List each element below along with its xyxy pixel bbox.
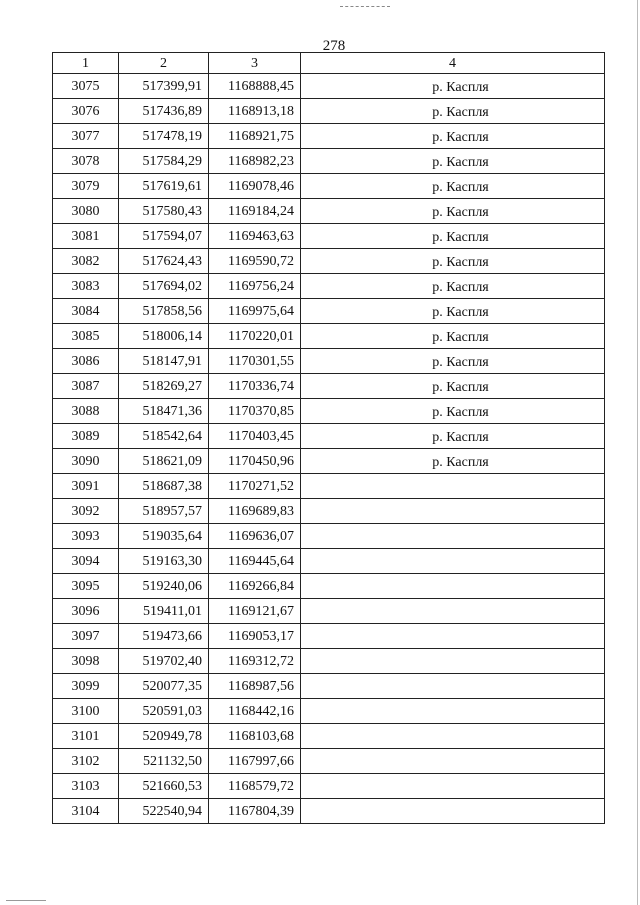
point-number-cell: 3097 — [53, 624, 119, 649]
table-row — [53, 449, 605, 474]
y-coordinate-cell: 1169184,24 — [209, 199, 301, 224]
table-row — [53, 374, 605, 399]
y-coordinate-cell: 1169463,63 — [209, 224, 301, 249]
table-row — [53, 74, 605, 99]
x-coordinate-cell: 517594,07 — [119, 224, 209, 249]
x-coordinate-cell: 522540,94 — [119, 799, 209, 824]
description-cell: р. Каспля — [301, 274, 605, 299]
table-header — [53, 53, 605, 74]
description-cell — [301, 674, 605, 699]
x-coordinate-cell: 518147,91 — [119, 349, 209, 374]
table-row — [53, 399, 605, 424]
y-coordinate-cell: 1170301,55 — [209, 349, 301, 374]
table-row — [53, 724, 605, 749]
y-coordinate-cell: 1169636,07 — [209, 524, 301, 549]
x-coordinate-cell: 517399,91 — [119, 74, 209, 99]
y-coordinate-cell: 1169590,72 — [209, 249, 301, 274]
description-cell — [301, 649, 605, 674]
description-cell — [301, 474, 605, 499]
x-coordinate-cell: 517478,19 — [119, 124, 209, 149]
x-coordinate-cell: 521132,50 — [119, 749, 209, 774]
description-cell: р. Каспля — [301, 349, 605, 374]
description-cell: р. Каспля — [301, 424, 605, 449]
y-coordinate-cell: 1167804,39 — [209, 799, 301, 824]
x-coordinate-cell: 520949,78 — [119, 724, 209, 749]
table-row — [53, 324, 605, 349]
x-coordinate-cell: 519240,06 — [119, 574, 209, 599]
point-number-cell: 3087 — [53, 374, 119, 399]
point-number-cell: 3085 — [53, 324, 119, 349]
point-number-cell: 3100 — [53, 699, 119, 724]
description-cell — [301, 499, 605, 524]
x-coordinate-cell: 517858,56 — [119, 299, 209, 324]
y-coordinate-cell: 1168982,23 — [209, 149, 301, 174]
column-header: 1 — [53, 53, 119, 74]
y-coordinate-cell: 1169445,64 — [209, 549, 301, 574]
table-row — [53, 574, 605, 599]
table-row — [53, 99, 605, 124]
point-number-cell: 3104 — [53, 799, 119, 824]
y-coordinate-cell: 1169121,67 — [209, 599, 301, 624]
point-number-cell: 3076 — [53, 99, 119, 124]
scan-edge — [637, 0, 638, 905]
description-cell — [301, 524, 605, 549]
x-coordinate-cell: 517584,29 — [119, 149, 209, 174]
y-coordinate-cell: 1169689,83 — [209, 499, 301, 524]
point-number-cell: 3086 — [53, 349, 119, 374]
point-number-cell: 3081 — [53, 224, 119, 249]
y-coordinate-cell: 1169266,84 — [209, 574, 301, 599]
table-row — [53, 674, 605, 699]
point-number-cell: 3090 — [53, 449, 119, 474]
x-coordinate-cell: 518471,36 — [119, 399, 209, 424]
table-row — [53, 424, 605, 449]
description-cell — [301, 624, 605, 649]
y-coordinate-cell: 1169312,72 — [209, 649, 301, 674]
table-row — [53, 349, 605, 374]
y-coordinate-cell: 1168987,56 — [209, 674, 301, 699]
description-cell: р. Каспля — [301, 149, 605, 174]
y-coordinate-cell: 1170403,45 — [209, 424, 301, 449]
description-cell: р. Каспля — [301, 249, 605, 274]
x-coordinate-cell: 517580,43 — [119, 199, 209, 224]
x-coordinate-cell: 519702,40 — [119, 649, 209, 674]
description-cell: р. Каспля — [301, 299, 605, 324]
point-number-cell: 3084 — [53, 299, 119, 324]
y-coordinate-cell: 1170220,01 — [209, 324, 301, 349]
y-coordinate-cell: 1170370,85 — [209, 399, 301, 424]
point-number-cell: 3098 — [53, 649, 119, 674]
point-number-cell: 3080 — [53, 199, 119, 224]
table-row — [53, 174, 605, 199]
x-coordinate-cell: 518006,14 — [119, 324, 209, 349]
x-coordinate-cell: 518269,27 — [119, 374, 209, 399]
table-row — [53, 124, 605, 149]
table-row — [53, 474, 605, 499]
table-row — [53, 299, 605, 324]
y-coordinate-cell: 1170336,74 — [209, 374, 301, 399]
header-row — [53, 53, 605, 74]
table-row — [53, 149, 605, 174]
table-row — [53, 499, 605, 524]
column-header: 3 — [209, 53, 301, 74]
point-number-cell: 3099 — [53, 674, 119, 699]
description-cell: р. Каспля — [301, 324, 605, 349]
point-number-cell: 3096 — [53, 599, 119, 624]
y-coordinate-cell: 1168442,16 — [209, 699, 301, 724]
table-row — [53, 749, 605, 774]
description-cell: р. Каспля — [301, 399, 605, 424]
x-coordinate-cell: 517624,43 — [119, 249, 209, 274]
point-number-cell: 3082 — [53, 249, 119, 274]
y-coordinate-cell: 1170450,96 — [209, 449, 301, 474]
table-row — [53, 799, 605, 824]
scan-mark — [6, 900, 46, 901]
description-cell: р. Каспля — [301, 99, 605, 124]
scan-mark — [340, 6, 390, 7]
y-coordinate-cell: 1169975,64 — [209, 299, 301, 324]
description-cell: р. Каспля — [301, 199, 605, 224]
point-number-cell: 3102 — [53, 749, 119, 774]
point-number-cell: 3077 — [53, 124, 119, 149]
x-coordinate-cell: 520591,03 — [119, 699, 209, 724]
y-coordinate-cell: 1169053,17 — [209, 624, 301, 649]
point-number-cell: 3101 — [53, 724, 119, 749]
description-cell — [301, 799, 605, 824]
description-cell: р. Каспля — [301, 174, 605, 199]
description-cell: р. Каспля — [301, 124, 605, 149]
table-row — [53, 274, 605, 299]
table-row — [53, 774, 605, 799]
point-number-cell: 3083 — [53, 274, 119, 299]
y-coordinate-cell: 1170271,52 — [209, 474, 301, 499]
x-coordinate-cell: 520077,35 — [119, 674, 209, 699]
x-coordinate-cell: 518621,09 — [119, 449, 209, 474]
y-coordinate-cell: 1168888,45 — [209, 74, 301, 99]
description-cell: р. Каспля — [301, 224, 605, 249]
y-coordinate-cell: 1168579,72 — [209, 774, 301, 799]
description-cell — [301, 599, 605, 624]
y-coordinate-cell: 1168913,18 — [209, 99, 301, 124]
table-body — [53, 74, 605, 824]
column-header: 2 — [119, 53, 209, 74]
table-row — [53, 699, 605, 724]
table-row — [53, 624, 605, 649]
x-coordinate-cell: 517619,61 — [119, 174, 209, 199]
point-number-cell: 3089 — [53, 424, 119, 449]
description-cell — [301, 549, 605, 574]
point-number-cell: 3095 — [53, 574, 119, 599]
x-coordinate-cell: 519411,01 — [119, 599, 209, 624]
description-cell — [301, 574, 605, 599]
description-cell — [301, 774, 605, 799]
point-number-cell: 3092 — [53, 499, 119, 524]
x-coordinate-cell: 519035,64 — [119, 524, 209, 549]
description-cell: р. Каспля — [301, 449, 605, 474]
x-coordinate-cell: 517436,89 — [119, 99, 209, 124]
table-row — [53, 224, 605, 249]
point-number-cell: 3103 — [53, 774, 119, 799]
y-coordinate-cell: 1168103,68 — [209, 724, 301, 749]
description-cell — [301, 749, 605, 774]
table-row — [53, 549, 605, 574]
point-number-cell: 3094 — [53, 549, 119, 574]
point-number-cell: 3079 — [53, 174, 119, 199]
point-number-cell: 3075 — [53, 74, 119, 99]
description-cell: р. Каспля — [301, 74, 605, 99]
x-coordinate-cell: 519163,30 — [119, 549, 209, 574]
description-cell — [301, 699, 605, 724]
y-coordinate-cell: 1169756,24 — [209, 274, 301, 299]
coordinates-table — [52, 52, 605, 824]
description-cell — [301, 724, 605, 749]
x-coordinate-cell: 521660,53 — [119, 774, 209, 799]
point-number-cell: 3093 — [53, 524, 119, 549]
table-row — [53, 524, 605, 549]
point-number-cell: 3091 — [53, 474, 119, 499]
x-coordinate-cell: 517694,02 — [119, 274, 209, 299]
x-coordinate-cell: 519473,66 — [119, 624, 209, 649]
table-row — [53, 199, 605, 224]
page-number: 278 — [322, 38, 346, 54]
column-header: 4 — [301, 53, 605, 74]
x-coordinate-cell: 518687,38 — [119, 474, 209, 499]
point-number-cell: 3078 — [53, 149, 119, 174]
table-row — [53, 599, 605, 624]
table-row — [53, 649, 605, 674]
point-number-cell: 3088 — [53, 399, 119, 424]
y-coordinate-cell: 1169078,46 — [209, 174, 301, 199]
description-cell: р. Каспля — [301, 374, 605, 399]
y-coordinate-cell: 1168921,75 — [209, 124, 301, 149]
x-coordinate-cell: 518957,57 — [119, 499, 209, 524]
y-coordinate-cell: 1167997,66 — [209, 749, 301, 774]
x-coordinate-cell: 518542,64 — [119, 424, 209, 449]
table-row — [53, 249, 605, 274]
